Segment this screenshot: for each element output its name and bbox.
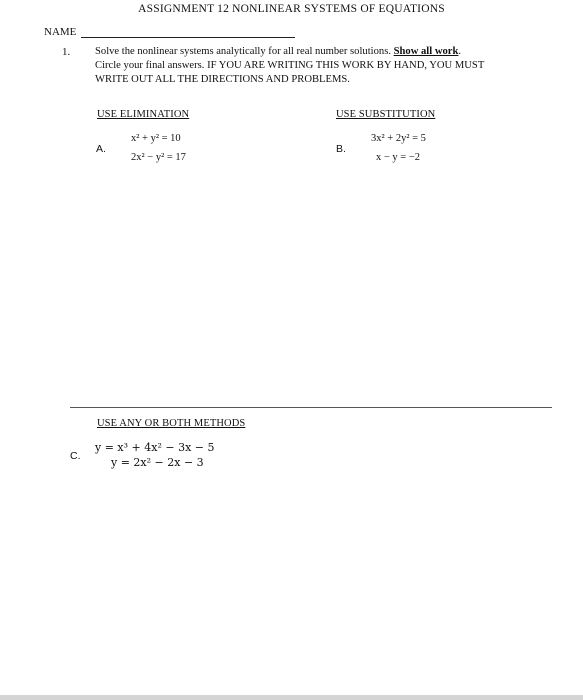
instructions-line-2: Circle your final answers. IF YOU ARE WRITING THIS WORK BY HAND, YOU MUST — [95, 60, 485, 71]
name-label: NAME — [44, 26, 77, 38]
problem-a-equation-2: 2x² − y² = 17 — [131, 152, 186, 163]
instructions-text: Solve the nonlinear systems analytically for all real number solutions. — [95, 46, 394, 57]
problem-b-letter: B. — [336, 143, 346, 155]
problem-b-equation-2: x − y = −2 — [376, 152, 421, 163]
instructions-line-3: WRITE OUT ALL THE DIRECTIONS AND PROBLEMS. — [95, 74, 350, 85]
section-divider — [70, 407, 552, 408]
page-title: ASSIGNMENT 12 NONLINEAR SYSTEMS OF EQUATIONS — [138, 3, 445, 15]
question-number: 1. — [62, 46, 71, 58]
bottom-edge-bar — [0, 695, 583, 700]
problem-c-equation-2: y = 2x² − 2x − 3 — [111, 456, 204, 469]
heading-substitution: USE SUBSTITUTION — [336, 109, 436, 120]
problem-a-equation-1: x² + y² = 10 — [131, 133, 181, 144]
instructions-period: . — [458, 46, 462, 57]
problem-c-letter: C. — [70, 450, 81, 462]
heading-elimination: USE ELIMINATION — [97, 109, 190, 120]
problem-b-equation-1: 3x² + 2y² = 5 — [371, 133, 426, 144]
heading-any-or-both-methods: USE ANY OR BOTH METHODS — [97, 418, 246, 429]
show-all-work-emphasis: Show all work — [393, 46, 459, 57]
name-input-line[interactable] — [81, 37, 295, 38]
problem-a-letter: A. — [96, 143, 106, 155]
problem-c-equation-1: y = x³ + 4x² − 3x − 5 — [95, 441, 215, 454]
instructions-line-1 — [95, 46, 461, 57]
